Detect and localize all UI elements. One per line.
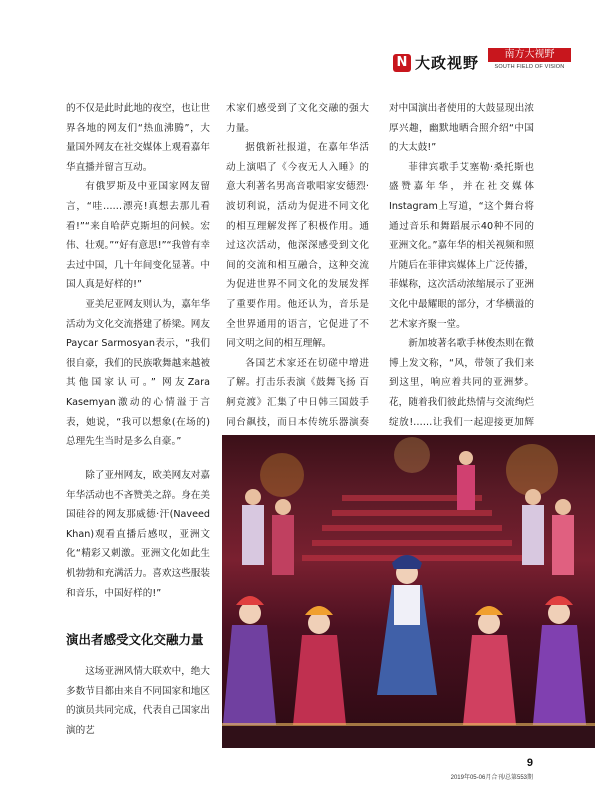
paragraph: 菲律宾歌手艾塞勒·桑托斯也盛赞嘉年华，并在社交媒体Instagram上写道，“这个舞台将通过音乐和舞蹈展示40种不同的亚洲文化。”嘉年华的相关视频和照片随后在菲律宾媒体上广泛传播，菲媒称，这次活动浓缩展示了亚洲文化中最耀眼的部分，才华横溢的艺术家齐聚一堂。 xyxy=(389,161,534,330)
paragraph: 除了亚州网友，欧美网友对嘉年华活动也不吝赞美之辞。身在美国硅谷的网友那威德·汗(Naveed Khan)观看直播后感叹，亚洲文化“精彩又刺激。亚洲文化如此生机勃勃和充满活力。喜欢这些服装和音乐，中国好样的!” xyxy=(66,470,210,599)
photo-illustration xyxy=(222,435,595,748)
paragraph: 亚美尼亚网友则认为，嘉年华活动为文化交流搭建了桥梁。网友Paycar Sarmosyan表示，“我们很自豪，我们的民族歌舞越来越被其他国家认可。” 网友Zara Kasemyan激动的心情溢于言表，她说，“我可以想象(在场的)总理先生当时是多么自豪。” xyxy=(66,298,210,448)
paragraph: 有俄罗斯及中亚国家网友留言，“哇……漂亮!真想去那儿看看!”“来自哈萨克斯坦的问候。宏伟、壮观。”“好有意思!”“我曾有幸去过中国，几十年间变化显著。中国人真是好样的!” xyxy=(66,181,210,291)
paragraph: 对中国演出者使用的大鼓显现出浓厚兴趣，幽默地晒合照介绍“中国的大太鼓!” xyxy=(389,103,534,154)
paragraph: 术家们感受到了文化交融的强大力量。 xyxy=(226,103,369,134)
paragraph: 据俄新社报道，在嘉年华活动上演唱了《今夜无人入睡》的意大利著名男高音歌唱家安德烈·波切利说，活动为促进不同文化的相互理解发挥了积极作用。通过这次活动，他深深感受到文化间的交流和相互融合，这种交流为促进世界不同文化的发展发挥了重要作用。他还认为，音乐是全世界通用的语言，它促进了不同文明之间的相互理解。 xyxy=(226,142,369,350)
page-number: 9 xyxy=(526,757,533,769)
subheading: 演出者感受文化交融力量 xyxy=(66,632,204,647)
text-column-1-bottom xyxy=(66,662,210,740)
magazine-header xyxy=(393,48,571,78)
brand-english-name: SOUTH FIELD OF VISION xyxy=(494,64,565,70)
paragraph: 这场亚洲风情大联欢中，绝大多数节目都由来自不同国家和地区的演员共同完成，代表自己国家出演的艺 xyxy=(66,666,210,736)
stage-performance-photo xyxy=(222,435,595,748)
paragraph: 的不仅是此时此地的夜空，也让世界各地的网友们“热血沸腾”，大量国外网友在社交媒体上观看嘉年华直播并留言互动。 xyxy=(66,103,210,173)
text-column-1-lower xyxy=(66,466,210,603)
text-column-3 xyxy=(389,99,534,452)
n-logo-icon: N xyxy=(393,54,411,72)
paragraph-text: 新加坡著名歌手林俊杰则在微博上发文称，“风，带领了我们来到这里，响应着共同的亚洲梦。花，随着我们彼此热情与交流绚烂绽放!……让我们一起迎接更加辉 xyxy=(389,338,534,428)
issue-info: 2019年05-06月合刊/总第553期 xyxy=(450,775,533,781)
brand-logo: 南方大视野 xyxy=(488,48,571,62)
paragraph: 各国艺术家还在切磋中增进了解。打击乐表演《鼓舞飞扬 百舸竞渡》汇集了中日韩三国鼓手同台飙技，而日本传统乐器演奏 xyxy=(226,357,369,428)
text-column-2 xyxy=(226,99,369,452)
section-title: 大政视野 xyxy=(415,54,480,72)
text-column-1 xyxy=(66,99,210,452)
